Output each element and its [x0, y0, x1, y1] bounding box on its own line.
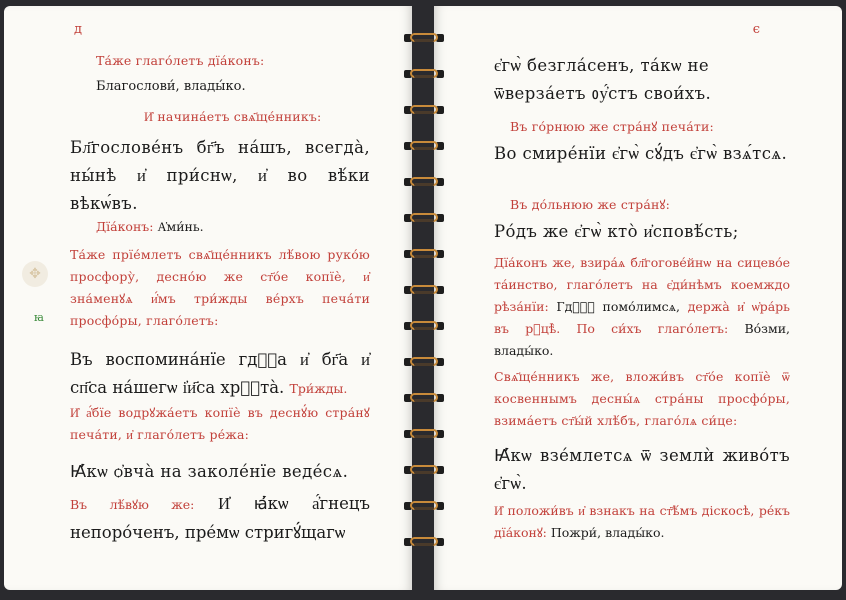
humiliation-text: Во смире́нїи є҆гѡ̀ сꙋ́дъ є҆гѡ̀ взѧ́тсѧ.: [494, 144, 788, 163]
rubric-spear: И҆ а҆́бїе водрꙋжа́етъ копїѐ въ деснꙋ́ю стра́нꙋ печа́ти, и҆ глаго́летъ ре́жа:: [70, 405, 370, 442]
diskos-rubric: И҆ положи́въ и҆ взнакъ на ст҃ѣ́мъ діскосѣ, ре́къ дїа́конꙋ:: [494, 503, 790, 540]
spiral-ring: [404, 318, 444, 334]
orarion-rubric: держа̀ и҆ ѡ҆ра́рь въ рꙋцѣ̀. По си́хъ глаго́летъ:: [494, 299, 790, 336]
sacrifice-text: Пожри́, влады́ко.: [550, 525, 665, 540]
ornament-icon: ✥: [22, 261, 48, 287]
rubric-upper-side: Въ го́рнюю же стра́нꙋ печа́ти:: [510, 119, 714, 134]
life-taken-text: Ꙗ҆́кѡ взе́млетсѧ ѿ землѝ живо́тъ є҆гѡ̀.: [494, 446, 790, 493]
shearer-continuation: є҆гѡ̀ безгла́сенъ, та́кѡ не ѿверза́етъ ᲂу҆́стъ свои́хъ.: [494, 56, 712, 103]
deacon-label: Дїа́конъ:: [96, 219, 154, 234]
spiral-ring: [404, 138, 444, 154]
rubric-lower-side: Въ до́льнюю же стра́нꙋ:: [510, 197, 670, 212]
deacon-rubric-block: [494, 252, 790, 362]
take-up-text: Во́зми, влады́ко.: [494, 321, 790, 358]
left-folio: д: [74, 22, 83, 37]
rubric-priest-takes: Та́же прїе́млетъ свѧ҃ще́нникъ лѣ́вою руко́ю просфору̀, десно́ю же ст҃о́е копїѐ, и҆ зна́менꙋѧ и҆́мъ три́жды ве́рхъ печа́ти просфо́ры, глаго́летъ:: [70, 247, 370, 328]
spiral-ring: [404, 174, 444, 190]
spiral-ring: [404, 66, 444, 82]
diskos-rubric-block: [494, 500, 790, 544]
spiral-ring: [404, 354, 444, 370]
rubric-priest-inserts: Свѧ҃ще́нникъ же, вложи́въ ст҃о́е копїѐ ѿ косвеннымъ десны́ѧ стра́ны просфо́ры, взима́етъ ст҃ы́й хлѣ́бъ, глаго́лѧ си́це:: [494, 369, 790, 428]
spiral-ring: [404, 102, 444, 118]
remembrance-line: [70, 346, 370, 403]
spiral-ring: [404, 246, 444, 262]
blessing-text: Бл҃гослове́нъ бг҃ъ на́шъ, всегда̀, ны́нѣ и҆ при́снѡ, и҆ во вѣ́ки вѣкѡ́въ.: [70, 138, 370, 213]
spiral-ring: [404, 426, 444, 442]
deacon-amen-line: [96, 216, 396, 238]
rubric-deacon-says: Та́же глаго́летъ дїа́конъ:: [96, 53, 265, 68]
thrice-rubric: Три́жды.: [289, 381, 348, 396]
spiral-ring: [404, 498, 444, 514]
rubric-priest-begins: И҆ начина́етъ свѧ҃ще́нникъ:: [144, 109, 322, 124]
lamb-text: И҆ ꙗ҆́кѡ а҆́гнецъ непоро́ченъ, пре́мѡ стригꙋ́щагѡ: [70, 494, 370, 542]
spiral-ring: [404, 30, 444, 46]
right-page: [434, 6, 842, 590]
amen-text: А҆ми́нь.: [157, 219, 204, 234]
generation-text: Ро́дъ же є҆гѡ̀ кто̀ и҆сповѣ́сть;: [494, 222, 739, 241]
margin-mark: ꙗ: [34, 311, 44, 324]
deacon-rubric: Дїа́конъ же, взира́ѧ бл҃гогове́йнѡ на сицево́е та́инство, глаго́летъ на є҆ди́нѣмъ коемждо рѣза́нїи:: [494, 255, 790, 314]
remembrance-text: Въ воспомина́нїе гдⷭ҇а и҆ бг҃а и҆ сп҃са на́шегѡ і҆и҃са хрⷭ҇та̀.: [70, 350, 370, 397]
sheep-text: Ꙗ҆́кѡ ѻ҆вча̀ на заколе́нїе веде́сѧ.: [70, 462, 349, 481]
right-folio: є: [752, 22, 760, 37]
deacon-bless-line: Благослови́, влады́ко.: [96, 79, 246, 94]
spiral-ring: [404, 390, 444, 406]
spiral-ring: [404, 534, 444, 550]
left-page: [4, 6, 412, 590]
left-side-rubric: Въ лѣ́вꙋю же:: [70, 497, 195, 512]
spiral-ring: [404, 210, 444, 226]
lamb-line: [70, 490, 370, 547]
spiral-ring: [404, 462, 444, 478]
spiral-ring: [404, 282, 444, 298]
lord-pray-text: Гдⷭ҇ꙋ помо́лимсѧ,: [556, 299, 680, 314]
